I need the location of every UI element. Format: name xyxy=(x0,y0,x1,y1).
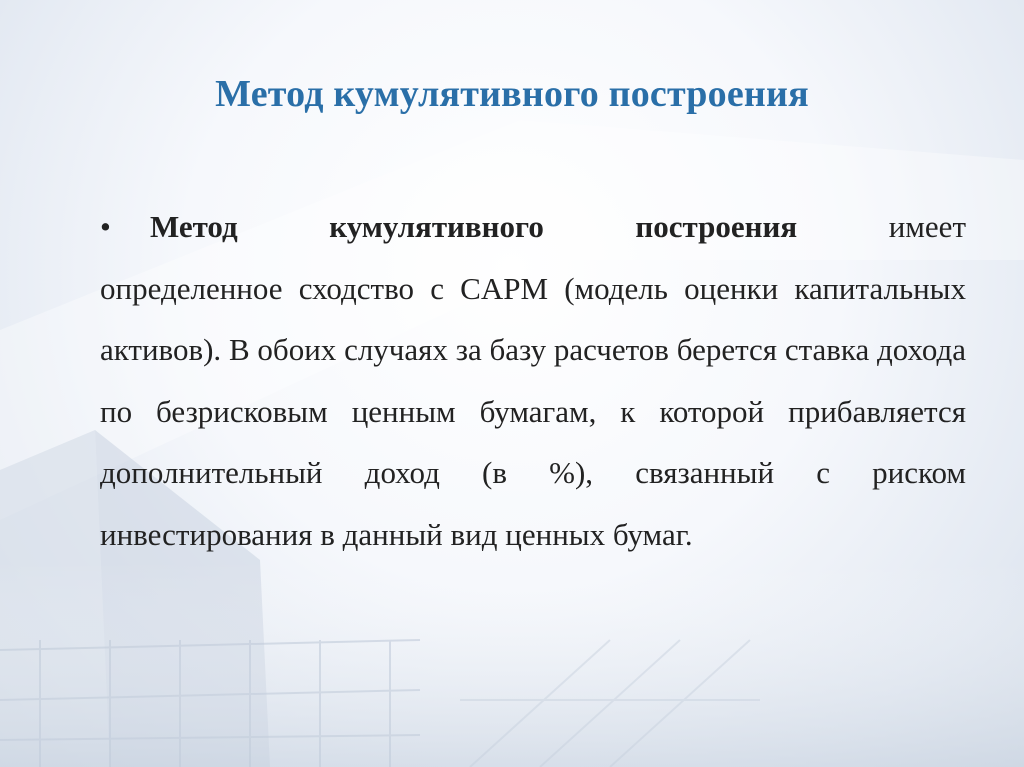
first-line-rest: имеет xyxy=(888,209,966,244)
bold-term-word-2: кумулятивного xyxy=(329,209,544,244)
bullet-marker: • xyxy=(100,209,111,244)
bold-term-word-3: построения xyxy=(635,209,798,244)
bullet-first-line xyxy=(100,196,966,258)
bold-term-word-1: Метод xyxy=(150,209,238,244)
slide-content xyxy=(100,196,966,565)
bullet-body-text: определенное сходство с CAPM (модель оценки капитальных активов). В обоих случаях за базу расчетов берется ставка дохода по безрисковым ценным бумагам, к которой прибавляется дополнительный доход (в %), связанный с риском инвестирования в данный вид ценных бумаг. xyxy=(100,270,966,552)
bullet-paragraph xyxy=(100,196,966,565)
slide-title: Метод кумулятивного построения xyxy=(215,73,809,115)
